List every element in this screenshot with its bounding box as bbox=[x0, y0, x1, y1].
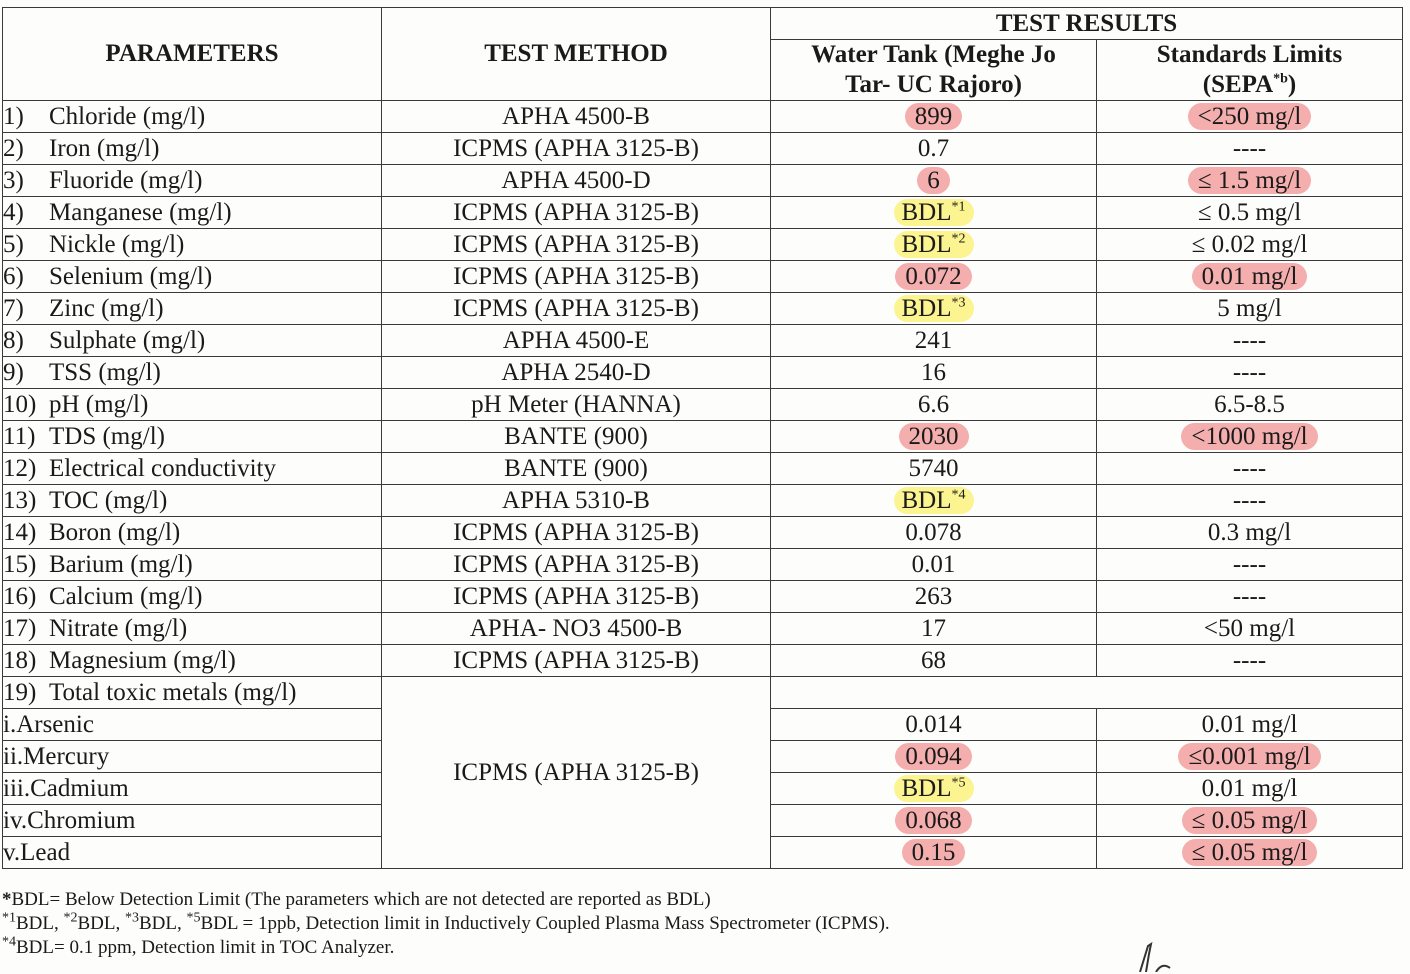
test-method-cell: APHA 5310-B bbox=[382, 485, 771, 517]
standard-limit-cell-value: 0.01 mg/l bbox=[1201, 710, 1298, 738]
result-value-cell bbox=[771, 709, 1097, 741]
standard-limit-cell-text bbox=[1182, 839, 1318, 866]
result-value-cell-text bbox=[899, 423, 969, 450]
result-value-cell-text bbox=[895, 807, 971, 834]
test-method-cell: APHA 4500-D bbox=[382, 165, 771, 197]
row-number: 10) bbox=[3, 390, 37, 418]
table-row bbox=[3, 229, 1403, 261]
result-value-cell-text bbox=[902, 839, 966, 866]
standard-limit-cell bbox=[1097, 261, 1403, 293]
test-method-cell: ICPMS (APHA 3125-B) bbox=[382, 517, 771, 549]
water-tank-header bbox=[771, 40, 1097, 101]
metal-parameter-cell: i.Arsenic bbox=[3, 709, 382, 741]
standard-limit-cell-value: ≤0.001 mg/l bbox=[1188, 742, 1311, 770]
result-value-cell-text bbox=[895, 263, 971, 290]
footnote-bdl-text: BDL= Below Detection Limit (The parameters which are not detected are reported as BDL) bbox=[11, 889, 711, 910]
standard-limit-cell-text bbox=[1233, 359, 1266, 386]
table-row bbox=[3, 325, 1403, 357]
test-method-cell: ICPMS (APHA 3125-B) bbox=[382, 261, 771, 293]
footnote-marker: *4 bbox=[2, 934, 16, 950]
result-value-cell-text bbox=[917, 167, 950, 194]
result-value-cell-value: BDL bbox=[901, 486, 952, 514]
table-row bbox=[3, 165, 1403, 197]
standard-limit-cell bbox=[1097, 165, 1403, 197]
standard-limit-cell-value: ≤ 1.5 mg/l bbox=[1197, 166, 1302, 194]
footnote-marker: *1 bbox=[2, 910, 16, 926]
parameter-cell bbox=[3, 261, 382, 293]
result-value-cell-text bbox=[905, 711, 961, 738]
table-row bbox=[3, 261, 1403, 293]
result-value-cell bbox=[771, 805, 1097, 837]
signature-mark bbox=[1118, 932, 1178, 972]
result-value-cell-value: 0.072 bbox=[905, 262, 962, 290]
parameter-cell bbox=[3, 133, 382, 165]
standard-limit-cell-text bbox=[1233, 551, 1266, 578]
standard-limit-cell bbox=[1097, 357, 1403, 389]
test-method-cell: ICPMS (APHA 3125-B) bbox=[382, 197, 771, 229]
row-number: 9) bbox=[3, 358, 24, 386]
toxic-metals-method-cell: ICPMS (APHA 3125-B) bbox=[382, 677, 771, 869]
standard-limit-cell-text bbox=[1188, 103, 1312, 130]
standard-limit-cell-value: 0.01 mg/l bbox=[1201, 262, 1298, 290]
standard-limit-cell bbox=[1097, 517, 1403, 549]
standard-limit-cell-value: ---- bbox=[1232, 454, 1267, 482]
parameter-name: Electrical conductivity bbox=[49, 454, 276, 482]
table-row bbox=[3, 645, 1403, 677]
table-row bbox=[3, 453, 1403, 485]
result-value-cell-value: 263 bbox=[914, 582, 953, 610]
standard-limit-cell-value: ≤ 0.05 mg/l bbox=[1191, 838, 1308, 866]
standard-limit-cell-value: ≤ 0.5 mg/l bbox=[1197, 198, 1302, 226]
standard-limit-cell-value: ---- bbox=[1232, 582, 1267, 610]
parameter-cell bbox=[3, 485, 382, 517]
standard-limit-cell-text bbox=[1204, 615, 1295, 642]
standard-limit-cell bbox=[1097, 133, 1403, 165]
footnote-icpms: $^{*1}$BDL, $^{*2}$BDL, $^{*3}$BDL, $^{*5}$BDL = 1ppb, Detection limit in Inductively Coupled Plasma Mass Spectrometer (ICPMS). bbox=[2, 910, 890, 934]
metal-parameter-cell: iv.Chromium bbox=[3, 805, 382, 837]
result-value-cell-footnote-ref: *4 bbox=[951, 487, 966, 503]
footnote-toc: $^{*4}$BDL= 0.1 ppm, Detection limit in TOC Analyzer. bbox=[2, 934, 395, 958]
standards-header-line2-pre: (SEPA bbox=[1202, 71, 1274, 98]
table-row bbox=[3, 517, 1403, 549]
standard-limit-cell-text bbox=[1214, 391, 1285, 418]
standard-limit-cell bbox=[1097, 485, 1403, 517]
standard-limit-cell bbox=[1097, 421, 1403, 453]
table-row bbox=[3, 133, 1403, 165]
standard-limit-cell-value: ---- bbox=[1232, 646, 1267, 674]
result-value-cell-value: BDL bbox=[901, 774, 952, 802]
footnotes bbox=[2, 888, 890, 960]
standard-limit-cell-text bbox=[1233, 583, 1266, 610]
standard-limit-cell-value: ---- bbox=[1232, 326, 1267, 354]
parameter-cell bbox=[3, 677, 382, 709]
result-value-cell-text bbox=[915, 327, 953, 354]
result-value-cell bbox=[771, 165, 1097, 197]
result-value-cell bbox=[771, 325, 1097, 357]
table-row bbox=[3, 421, 1403, 453]
result-value-cell-value: 0.068 bbox=[905, 806, 962, 834]
result-value-cell-text bbox=[905, 103, 963, 130]
parameter-name: Manganese (mg/l) bbox=[49, 198, 232, 226]
table-row bbox=[3, 613, 1403, 645]
row-number: 14) bbox=[3, 518, 37, 546]
standard-limit-cell bbox=[1097, 389, 1403, 421]
result-value-cell-footnote-ref: *2 bbox=[951, 231, 966, 247]
water-tank-header-line2: Tar- UC Rajoro) bbox=[845, 71, 1022, 98]
parameter-cell bbox=[3, 293, 382, 325]
metal-parameter-cell: iii.Cadmium bbox=[3, 773, 382, 805]
standard-limit-cell-value: 0.01 mg/l bbox=[1201, 774, 1298, 802]
result-value-cell-text bbox=[918, 135, 949, 162]
parameter-cell bbox=[3, 229, 382, 261]
parameter-cell bbox=[3, 613, 382, 645]
standard-limit-cell-value: <50 mg/l bbox=[1203, 614, 1296, 642]
standard-limit-cell-value: ---- bbox=[1232, 550, 1267, 578]
result-value-cell-text bbox=[915, 583, 953, 610]
parameter-name: Boron (mg/l) bbox=[49, 518, 181, 546]
footnote-marker: *2 bbox=[63, 910, 78, 926]
standard-limit-cell bbox=[1097, 581, 1403, 613]
row-number: 16) bbox=[3, 582, 37, 610]
test-method-cell: APHA 2540-D bbox=[382, 357, 771, 389]
test-method-cell: BANTE (900) bbox=[382, 421, 771, 453]
test-method-cell: APHA 4500-E bbox=[382, 325, 771, 357]
result-value-cell bbox=[771, 357, 1097, 389]
standard-limit-cell bbox=[1097, 325, 1403, 357]
parameter-name: Zinc (mg/l) bbox=[49, 294, 164, 322]
parameter-name: pH (mg/l) bbox=[49, 390, 149, 418]
standard-limit-cell-value: <1000 mg/l bbox=[1191, 422, 1308, 450]
standard-limit-cell-value: 6.5-8.5 bbox=[1214, 390, 1285, 418]
parameter-name: Total toxic metals (mg/l) bbox=[49, 678, 297, 706]
standard-limit-cell-value: ≤ 0.02 mg/l bbox=[1191, 230, 1308, 258]
result-value-cell-value: 0.15 bbox=[911, 838, 956, 866]
water-tank-header-line1: Water Tank (Meghe Jo bbox=[811, 41, 1056, 68]
standard-limit-cell-text bbox=[1217, 295, 1282, 322]
standard-limit-cell bbox=[1097, 837, 1403, 869]
result-value-cell-text bbox=[912, 551, 956, 578]
table-row bbox=[3, 389, 1403, 421]
standard-limit-cell-value: ---- bbox=[1232, 134, 1267, 162]
parameter-cell bbox=[3, 389, 382, 421]
result-value-cell-text bbox=[921, 647, 946, 674]
result-value-cell bbox=[771, 517, 1097, 549]
result-value-cell-text bbox=[921, 359, 946, 386]
standard-limit-cell bbox=[1097, 229, 1403, 261]
row-number: 3) bbox=[3, 166, 24, 194]
table-row bbox=[3, 357, 1403, 389]
parameter-cell bbox=[3, 517, 382, 549]
result-value-cell-value: 0.7 bbox=[917, 134, 950, 162]
parameter-cell bbox=[3, 645, 382, 677]
standard-limit-cell bbox=[1097, 293, 1403, 325]
result-value-cell-value: 0.014 bbox=[905, 710, 962, 738]
standard-limit-cell-value: 0.3 mg/l bbox=[1207, 518, 1292, 546]
standard-limit-cell bbox=[1097, 709, 1403, 741]
row-number: 7) bbox=[3, 294, 24, 322]
result-value-cell bbox=[771, 389, 1097, 421]
result-value-cell-text bbox=[905, 519, 961, 546]
footnote-bdl: *BDL= Below Detection Limit (The parameters which are not detected are reported as BDL) bbox=[2, 889, 711, 910]
parameter-cell bbox=[3, 101, 382, 133]
table-row bbox=[3, 581, 1403, 613]
parameter-cell bbox=[3, 325, 382, 357]
standard-limit-cell-text bbox=[1178, 743, 1320, 770]
parameter-name: Magnesium (mg/l) bbox=[49, 646, 236, 674]
standard-limit-cell bbox=[1097, 741, 1403, 773]
standard-limit-cell bbox=[1097, 645, 1403, 677]
row-number: 5) bbox=[3, 230, 24, 258]
result-value-cell-value: 241 bbox=[914, 326, 953, 354]
standard-limit-cell bbox=[1097, 805, 1403, 837]
row-number: 8) bbox=[3, 326, 24, 354]
standard-limit-cell-text bbox=[1202, 775, 1298, 802]
standard-limit-cell-text bbox=[1192, 231, 1308, 258]
parameter-name: Calcium (mg/l) bbox=[49, 582, 203, 610]
result-value-cell bbox=[771, 229, 1097, 261]
result-value-cell-value: BDL bbox=[901, 294, 952, 322]
result-value-cell-text bbox=[894, 199, 974, 226]
test-method-cell: APHA 4500-B bbox=[382, 101, 771, 133]
parameter-name: Fluoride (mg/l) bbox=[49, 166, 203, 194]
table-row bbox=[3, 101, 1403, 133]
standard-limit-cell-text bbox=[1192, 263, 1308, 290]
parameters-header: PARAMETERS bbox=[3, 8, 382, 101]
row-number: 11) bbox=[3, 422, 36, 450]
parameter-name: Sulphate (mg/l) bbox=[49, 326, 206, 354]
result-value-cell-value: 16 bbox=[921, 358, 946, 386]
header-row-1 bbox=[3, 8, 1403, 40]
standard-limit-cell-text bbox=[1188, 167, 1311, 194]
result-value-cell-value: 5740 bbox=[908, 454, 959, 482]
test-method-cell: ICPMS (APHA 3125-B) bbox=[382, 229, 771, 261]
parameter-cell bbox=[3, 197, 382, 229]
metal-parameter-cell: v.Lead bbox=[3, 837, 382, 869]
result-value-cell-value: 6 bbox=[927, 166, 940, 194]
table-row bbox=[3, 549, 1403, 581]
table-row bbox=[3, 293, 1403, 325]
result-value-cell-value: 2030 bbox=[908, 422, 959, 450]
result-value-cell-text bbox=[894, 487, 974, 514]
standard-limit-cell-text bbox=[1233, 327, 1266, 354]
result-value-cell-text bbox=[894, 231, 974, 258]
result-value-cell bbox=[771, 261, 1097, 293]
result-value-cell-text bbox=[909, 455, 959, 482]
result-value-cell bbox=[771, 197, 1097, 229]
row-number: 6) bbox=[3, 262, 24, 290]
row-number: 1) bbox=[3, 102, 24, 130]
result-value-cell-footnote-ref: *1 bbox=[951, 199, 966, 215]
result-value-cell bbox=[771, 101, 1097, 133]
parameter-name: Chloride (mg/l) bbox=[49, 102, 206, 130]
test-method-cell: ICPMS (APHA 3125-B) bbox=[382, 293, 771, 325]
standard-limit-cell-text bbox=[1233, 487, 1266, 514]
test-method-cell: ICPMS (APHA 3125-B) bbox=[382, 549, 771, 581]
standard-limit-cell-text bbox=[1233, 135, 1266, 162]
parameter-name: Iron (mg/l) bbox=[49, 134, 160, 162]
result-value-cell bbox=[771, 133, 1097, 165]
standard-limit-cell-text bbox=[1202, 711, 1298, 738]
standard-limit-cell-text bbox=[1233, 455, 1266, 482]
result-value-cell-text bbox=[895, 743, 971, 770]
standards-header-line1: Standards Limits bbox=[1156, 41, 1343, 68]
result-value-cell-value: 0.078 bbox=[905, 518, 962, 546]
table-row bbox=[3, 197, 1403, 229]
result-value-cell-value: 0.094 bbox=[905, 742, 962, 770]
result-value-cell bbox=[771, 741, 1097, 773]
result-value-cell-footnote-ref: *5 bbox=[951, 775, 966, 791]
row-number: 19) bbox=[3, 678, 37, 706]
result-value-cell bbox=[771, 581, 1097, 613]
standard-limit-cell-text bbox=[1181, 423, 1317, 450]
standard-limit-cell-value: 5 mg/l bbox=[1217, 294, 1282, 322]
standard-limit-cell-value: ---- bbox=[1232, 486, 1267, 514]
result-value-cell bbox=[771, 293, 1097, 325]
result-value-cell bbox=[771, 421, 1097, 453]
result-value-cell bbox=[771, 773, 1097, 805]
result-value-cell-footnote-ref: *3 bbox=[951, 295, 966, 311]
standards-limits-header bbox=[1097, 40, 1403, 101]
result-value-cell-value: 17 bbox=[921, 614, 946, 642]
parameter-name: Nitrate (mg/l) bbox=[49, 614, 188, 642]
footnote-marker: *5 bbox=[186, 910, 201, 926]
result-value-cell-value: 0.01 bbox=[911, 550, 956, 578]
test-results-table bbox=[2, 7, 1403, 869]
test-method-cell: APHA- NO3 4500-B bbox=[382, 613, 771, 645]
test-method-cell: ICPMS (APHA 3125-B) bbox=[382, 645, 771, 677]
result-value-cell bbox=[771, 485, 1097, 517]
parameter-cell bbox=[3, 453, 382, 485]
standard-limit-cell-text bbox=[1208, 519, 1291, 546]
standard-limit-cell bbox=[1097, 197, 1403, 229]
row-number: 2) bbox=[3, 134, 24, 162]
result-value-cell-value: BDL bbox=[901, 230, 952, 258]
result-value-cell-text bbox=[894, 295, 974, 322]
result-value-cell bbox=[771, 549, 1097, 581]
test-method-cell: pH Meter (HANNA) bbox=[382, 389, 771, 421]
metal-parameter-cell: ii.Mercury bbox=[3, 741, 382, 773]
result-value-cell-value: 68 bbox=[921, 646, 946, 674]
table-body bbox=[3, 101, 1403, 869]
test-method-header: TEST METHOD bbox=[382, 8, 771, 101]
standard-limit-cell bbox=[1097, 613, 1403, 645]
parameter-name: TSS (mg/l) bbox=[49, 358, 161, 386]
standards-header-sup: *b bbox=[1273, 71, 1288, 87]
empty-results-cell bbox=[771, 677, 1403, 709]
row-number: 17) bbox=[3, 614, 37, 642]
parameter-cell bbox=[3, 421, 382, 453]
parameter-name: Barium (mg/l) bbox=[49, 550, 193, 578]
parameter-cell bbox=[3, 357, 382, 389]
result-value-cell-value: 899 bbox=[914, 102, 953, 130]
result-value-cell-value: 6.6 bbox=[917, 390, 950, 418]
parameter-cell bbox=[3, 581, 382, 613]
standard-limit-cell bbox=[1097, 453, 1403, 485]
standard-limit-cell-value: ---- bbox=[1232, 358, 1267, 386]
footnote-marker: *3 bbox=[125, 910, 139, 926]
test-results-header: TEST RESULTS bbox=[771, 8, 1403, 40]
standard-limit-cell bbox=[1097, 773, 1403, 805]
test-method-cell: ICPMS (APHA 3125-B) bbox=[382, 133, 771, 165]
standard-limit-cell bbox=[1097, 549, 1403, 581]
parameter-name: Selenium (mg/l) bbox=[49, 262, 213, 290]
result-value-cell bbox=[771, 613, 1097, 645]
standards-header-line2-post: ) bbox=[1287, 71, 1297, 98]
test-method-cell: ICPMS (APHA 3125-B) bbox=[382, 581, 771, 613]
result-value-cell bbox=[771, 453, 1097, 485]
parameter-name: Nickle (mg/l) bbox=[49, 230, 185, 258]
result-value-cell bbox=[771, 837, 1097, 869]
parameter-cell bbox=[3, 165, 382, 197]
test-method-cell: BANTE (900) bbox=[382, 453, 771, 485]
result-value-cell-text bbox=[918, 391, 949, 418]
parameter-name: TDS (mg/l) bbox=[49, 422, 165, 450]
table-row bbox=[3, 677, 1403, 709]
standard-limit-cell bbox=[1097, 101, 1403, 133]
row-number: 12) bbox=[3, 454, 37, 482]
row-number: 4) bbox=[3, 198, 24, 226]
row-number: 13) bbox=[3, 486, 37, 514]
result-value-cell-text bbox=[921, 615, 946, 642]
row-number: 18) bbox=[3, 646, 37, 674]
result-value-cell-value: BDL bbox=[901, 198, 952, 226]
parameter-name: TOC (mg/l) bbox=[49, 486, 168, 514]
standard-limit-cell-value: <250 mg/l bbox=[1197, 102, 1302, 130]
result-value-cell-text bbox=[894, 775, 974, 802]
result-value-cell bbox=[771, 645, 1097, 677]
row-number: 15) bbox=[3, 550, 37, 578]
standard-limit-cell-value: ≤ 0.05 mg/l bbox=[1191, 806, 1308, 834]
standard-limit-cell-text bbox=[1233, 647, 1266, 674]
standard-limit-cell-text bbox=[1198, 199, 1301, 226]
parameter-cell bbox=[3, 549, 382, 581]
standard-limit-cell-text bbox=[1182, 807, 1318, 834]
table-row bbox=[3, 485, 1403, 517]
